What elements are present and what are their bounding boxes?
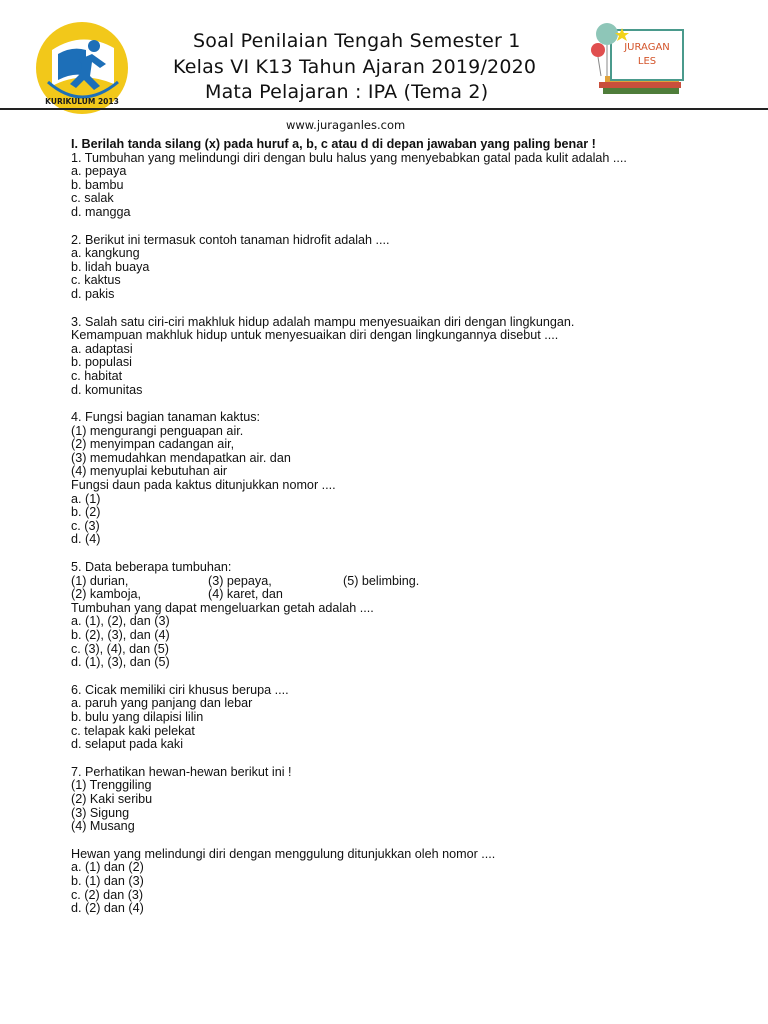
plant-item: (4) karet, dan — [208, 587, 283, 602]
svg-text:JURAGAN: JURAGAN — [624, 42, 670, 53]
plant-item: (2) kamboja, — [71, 587, 141, 602]
option-d: d. komunitas — [71, 382, 143, 397]
question-prompt: Tumbuhan yang dapat mengeluarkan getah adalah .... — [71, 600, 374, 615]
question-text: 5. Data beberapa tumbuhan: — [71, 560, 232, 575]
option-d: d. (1), (3), dan (5) — [71, 655, 170, 670]
question-1 — [71, 152, 751, 220]
svg-text:LES: LES — [637, 56, 657, 67]
option-c: c. habitat — [71, 368, 123, 383]
option-b: b. lidah buaya — [71, 259, 150, 274]
option-b: b. (2), (3), dan (4) — [71, 628, 170, 642]
statement-item: (2) menyimpan cadangan air, — [71, 437, 235, 452]
option-d: d. selaput pada kaki — [71, 737, 184, 752]
question-3 — [71, 316, 751, 398]
plant-list-row — [71, 588, 751, 602]
document-title-line3: Mata Pelajaran : IPA (Tema 2) — [205, 81, 489, 103]
question-text: 3. Salah satu ciri-ciri makhluk hidup adalah mampu menyesuaikan diri dengan lingkungan. — [71, 314, 575, 329]
header-divider — [0, 108, 768, 110]
plant-item: (5) belimbing. — [343, 573, 420, 588]
question-text-continued: Kemampuan makhluk hidup untuk menyesuaikan diri dengan lingkungannya disebut .... — [71, 328, 559, 343]
statement-item: (1) Trenggiling — [71, 778, 152, 793]
option-c: c. (2) dan (3) — [71, 887, 144, 902]
option-d: d. (4) — [71, 532, 101, 547]
statement-item: (3) memudahkan mendapatkan air. dan — [71, 450, 291, 465]
question-text: 1. Tumbuhan yang melindungi diri dengan bulu halus yang menyebabkan gatal pada kulit adalah .... — [71, 150, 627, 165]
option-d: d. (2) dan (4) — [71, 901, 144, 916]
option-b: b. populasi — [71, 355, 132, 370]
document-title-line2: Kelas VI K13 Tahun Ajaran 2019/2020 — [173, 56, 537, 78]
option-a: a. paruh yang panjang dan lebar — [71, 696, 253, 711]
plant-list-row — [71, 575, 751, 589]
question-text: 6. Cicak memiliki ciri khusus berupa .... — [71, 682, 289, 697]
option-c: c. (3), (4), dan (5) — [71, 641, 169, 656]
option-c: c. salak — [71, 191, 114, 206]
question-2 — [71, 234, 751, 302]
option-b: b. bambu — [71, 177, 124, 192]
question-sheet — [71, 138, 751, 916]
statement-item: (3) Sigung — [71, 805, 130, 820]
option-a: a. (1) — [71, 491, 101, 506]
option-d: d. mangga — [71, 204, 131, 219]
statement-item: (2) Kaki seribu — [71, 791, 153, 806]
statement-item: (4) menyuplai kebutuhan air — [71, 464, 228, 479]
statement-item: (4) Musang — [71, 819, 135, 834]
question-text: 7. Perhatikan hewan-hewan berikut ini ! — [71, 764, 292, 779]
option-c: c. telapak kaki pelekat — [71, 723, 195, 738]
question-6 — [71, 684, 751, 752]
statement-item: (1) mengurangi penguapan air. — [71, 423, 244, 438]
question-7 — [71, 766, 751, 916]
question-text: 4. Fungsi bagian tanaman kaktus: — [71, 410, 261, 425]
option-b: b. (2) — [71, 505, 101, 520]
plant-item: (3) pepaya, — [208, 573, 272, 588]
option-d: d. pakis — [71, 286, 115, 301]
option-c: c. kaktus — [71, 273, 121, 288]
svg-text:KURIKULUM 2013: KURIKULUM 2013 — [45, 97, 119, 106]
option-b: b. bulu yang dilapisi lilin — [71, 709, 204, 724]
question-prompt: Fungsi daun pada kaktus ditunjukkan nomor .... — [71, 478, 336, 493]
kurikulum-2013-logo — [34, 20, 130, 116]
question-text: 2. Berikut ini termasuk contoh tanaman hidrofit adalah .... — [71, 232, 390, 247]
question-4 — [71, 411, 751, 547]
website-url: www.juraganles.com — [286, 118, 406, 132]
option-b: b. (1) dan (3) — [71, 873, 144, 888]
option-a: a. kangkung — [71, 246, 140, 261]
option-a: a. (1) dan (2) — [71, 860, 144, 875]
option-a: a. (1), (2), dan (3) — [71, 614, 170, 629]
option-a: a. pepaya — [71, 164, 127, 179]
question-5 — [71, 561, 751, 670]
plant-item: (1) durian, — [71, 573, 129, 588]
document-header — [0, 0, 768, 112]
option-a: a. adaptasi — [71, 341, 133, 356]
question-prompt: Hewan yang melindungi diri dengan menggulung ditunjukkan oleh nomor .... — [71, 846, 496, 861]
juragan-les-logo — [585, 20, 690, 98]
option-c: c. (3) — [71, 518, 100, 533]
instruction-text: I. Berilah tanda silang (x) pada huruf a, b, c atau d di depan jawaban yang paling benar ! — [71, 137, 596, 151]
document-title-line1: Soal Penilaian Tengah Semester 1 — [193, 30, 521, 52]
